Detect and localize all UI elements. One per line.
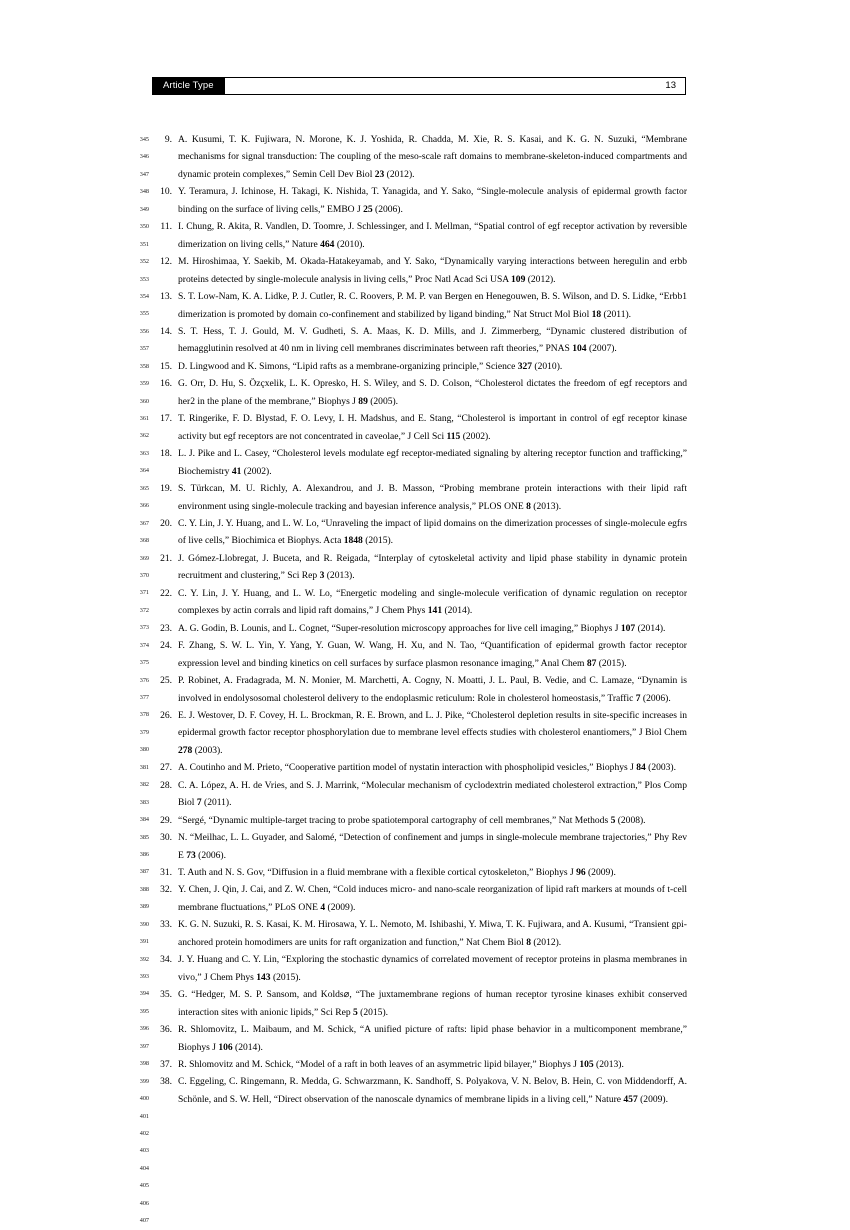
line-number: 359 — [139, 380, 149, 388]
reference-item — [152, 550, 687, 585]
line-number: 379 — [139, 728, 149, 736]
line-number: 356 — [139, 327, 149, 335]
reference-item — [152, 1056, 687, 1073]
line-number: 366 — [139, 502, 149, 510]
reference-number: 32. — [160, 884, 172, 896]
line-number: 355 — [139, 310, 149, 318]
line-number: 392 — [139, 955, 149, 963]
reference-text: M. Hiroshimaa, Y. Saekib, M. Okada-Hatakeyamab, and Y. Sako, “Dynamically varying interactions between heregulin and erbb proteins detected by single-molecule analysis in living cells,” Proc Natl Acad Sci USA 109 (2012). — [178, 256, 687, 285]
reference-item — [152, 585, 687, 620]
line-number: 407 — [139, 1217, 149, 1225]
reference-item — [152, 131, 687, 183]
reference-number: 20. — [160, 517, 172, 529]
reference-number: 25. — [160, 675, 172, 687]
reference-text: G. Orr, D. Hu, S. Özçxelik, L. K. Opresko, H. S. Wiley, and S. D. Colson, “Cholesterol dictates the freedom of egf receptors and her2 in the plane of the membrane,” Biophys J 89 (2005). — [178, 378, 687, 407]
reference-number: 31. — [160, 867, 172, 879]
line-number: 402 — [139, 1129, 149, 1137]
header-spacer — [225, 78, 666, 94]
page-number: 13 — [665, 80, 676, 91]
reference-number: 33. — [160, 919, 172, 931]
reference-number: 13. — [160, 291, 172, 303]
line-number: 398 — [139, 1060, 149, 1068]
reference-text: A. G. Godin, B. Lounis, and L. Cognet, “Super-resolution microscopy approaches for live cell imaging,” Biophys J 107 (2014). — [178, 622, 666, 634]
reference-text: J. Y. Huang and C. Y. Lin, “Exploring the stochastic dynamics of correlated movement of receptor proteins in plasma membranes in vivo,” J Chem Phys 143 (2015). — [178, 954, 687, 983]
line-number: 381 — [139, 763, 149, 771]
reference-number: 19. — [160, 483, 172, 495]
reference-number: 24. — [160, 640, 172, 652]
line-number: 403 — [139, 1147, 149, 1155]
reference-item — [152, 881, 687, 916]
reference-number: 10. — [160, 186, 172, 198]
line-number: 382 — [139, 781, 149, 789]
line-number: 374 — [139, 641, 149, 649]
running-header — [152, 77, 686, 95]
reference-text: J. Gómez-Llobregat, J. Buceta, and R. Reigada, “Interplay of cytoskeletal activity and lipid phase stability in dynamic protein recruitment and clustering,” Sci Rep 3 (2013). — [178, 552, 687, 582]
reference-text: K. G. N. Suzuki, R. S. Kasai, K. M. Hirosawa, Y. L. Nemoto, M. Ishibashi, Y. Miwa, T. K. Fujiwara, and A. Kusumi, “Transient gpi-anchored protein homodimers are units for raft organization and function,” Nat Chem Biol 8 (2012). — [178, 919, 687, 948]
reference-text: Y. Chen, J. Qin, J. Cai, and Z. W. Chen, “Cold induces micro- and nano-scale reorganization of lipid raft markers at mounds of t-cell membrane fluctuations,” PLoS ONE 4 (2009). — [178, 884, 687, 913]
reference-text: T. Auth and N. S. Gov, “Diffusion in a fluid membrane with a flexible cortical cytoskeleton,” Biophys J 96 (2009). — [178, 867, 616, 879]
reference-number: 38. — [160, 1076, 172, 1088]
line-number: 370 — [139, 571, 149, 579]
line-number: 348 — [139, 188, 149, 196]
reference-item — [152, 375, 687, 410]
line-number: 357 — [139, 345, 149, 353]
reference-number: 16. — [160, 378, 172, 390]
reference-item — [152, 218, 687, 253]
reference-number: 9. — [164, 134, 172, 145]
reference-text: C. Y. Lin, J. Y. Huang, and L. W. Lo, “Energetic modeling and single-molecule verification of dynamic regulation on receptor complexes by actin corrals and lipid raft domains,” J Chem Phys 141 (2014). — [178, 587, 687, 617]
reference-text: R. Shlomovitz, L. Maibaum, and M. Schick, “A unified picture of rafts: lipid phase behavior in a multicomponent membrane,” Biophys J 106 (2014). — [178, 1024, 687, 1053]
reference-item — [152, 864, 687, 881]
line-number: 389 — [139, 903, 149, 911]
reference-text: E. J. Westover, D. F. Covey, H. L. Brockman, R. E. Brown, and L. J. Pike, “Cholesterol depletion results in site-specific increases in epidermal growth factor receptor phosphorylation due to membrane level effects studies with cholesterol enantiomers,” J Biol Chem 278 (2003). — [178, 709, 687, 756]
line-number: 391 — [139, 938, 149, 946]
line-number: 388 — [139, 885, 149, 893]
reference-item — [152, 183, 687, 218]
line-number: 404 — [139, 1164, 149, 1172]
reference-item — [152, 986, 687, 1021]
reference-text: I. Chung, R. Akita, R. Vandlen, D. Toomre, J. Schlessinger, and I. Mellman, “Spatial control of egf receptor activation by reversible dimerization on living cells,” Nature 464 (2010). — [178, 221, 687, 250]
reference-text: S. T. Low-Nam, K. A. Lidke, P. J. Cutler, R. C. Roovers, P. M. P. van Bergen en Henegouwen, B. S. Wilson, and D. S. Lidke, “Erbb1 dimerization is promoted by domain co-confinement and stabilized by ligand binding,” Nat Struct Mol Biol 18 (2011). — [178, 291, 687, 320]
line-number: 397 — [139, 1042, 149, 1050]
line-number: 400 — [139, 1095, 149, 1103]
line-number: 353 — [139, 275, 149, 283]
reference-text: C. Y. Lin, J. Y. Huang, and L. W. Lo, “Unraveling the impact of lipid domains on the dimerization processes of single-molecule egfrs of live cells,” Biochimica et Biophys. Acta 1848 (2015). — [178, 517, 687, 547]
reference-number: 15. — [160, 360, 172, 372]
reference-item — [152, 515, 687, 550]
reference-number: 23. — [160, 622, 172, 634]
reference-item — [152, 812, 687, 829]
reference-number: 26. — [160, 709, 172, 721]
reference-item — [152, 829, 687, 864]
line-number: 346 — [139, 153, 149, 161]
reference-number: 30. — [160, 832, 172, 844]
line-number: 373 — [139, 624, 149, 632]
reference-text: F. Zhang, S. W. L. Yin, Y. Yang, Y. Guan, W. Wang, H. Xu, and N. Tao, “Quantification of epidermal growth factor receptor expression level and binding kinetics on cell surfaces by surface plasmon resonance imaging,” Anal Chem 87 (2015). — [178, 640, 687, 669]
reference-number: 18. — [160, 448, 172, 460]
line-number: 354 — [139, 292, 149, 300]
reference-number: 21. — [160, 552, 172, 564]
reference-text: G. “Hedger, M. S. P. Sansom, and Kolds⌀, “The juxtamembrane regions of human receptor tyrosine kinases exhibit conserved interaction sites with anionic lipids,” Sci Rep 5 (2015). — [178, 989, 687, 1018]
line-number: 371 — [139, 589, 149, 597]
reference-number: 35. — [160, 989, 172, 1001]
article-type-badge: Article Type — [153, 78, 225, 94]
reference-text: T. Ringerike, F. D. Blystad, F. O. Levy, I. H. Madshus, and E. Stang, “Cholesterol is important in control of egf receptor kinase activity but egf receptors are not concentrated in caveolae,” J Cell Sci 115 (2002). — [178, 413, 687, 442]
line-number: 360 — [139, 397, 149, 405]
reference-number: 37. — [160, 1059, 172, 1071]
reference-item — [152, 759, 687, 776]
line-number: 361 — [139, 415, 149, 422]
reference-text: “Sergé, “Dynamic multiple-target tracing to probe spatiotemporal cartography of cell membranes,” Nat Methods 5 (2008). — [178, 814, 646, 826]
reference-item — [152, 1073, 687, 1108]
line-number: 399 — [139, 1077, 149, 1085]
reference-item — [152, 480, 687, 515]
line-number: 385 — [139, 833, 149, 841]
line-number: 378 — [139, 711, 149, 719]
line-number: 383 — [139, 798, 149, 806]
line-number: 377 — [139, 694, 149, 701]
line-number: 406 — [139, 1199, 149, 1207]
reference-text: S. Türkcan, M. U. Richly, A. Alexandrou, and J. B. Masson, “Probing membrane protein interactions with their lipid raft environment using single-molecule tracking and bayesian inference analysis,” PLOS ONE 8 (2013). — [178, 483, 687, 512]
line-number: 347 — [139, 170, 149, 178]
reference-number: 29. — [160, 814, 172, 826]
reference-item — [152, 951, 687, 986]
reference-number: 17. — [160, 413, 172, 425]
reference-text: C. Eggeling, C. Ringemann, R. Medda, G. Schwarzmann, K. Sandhoff, S. Polyakova, V. N. Belov, B. Hein, C. von Middendorff, A. Schönle, and S. W. Hell, “Direct observation of the nanoscale dynamics of membrane lipids in a living cell,” Nature 457 (2009). — [178, 1076, 687, 1105]
line-number: 401 — [139, 1112, 149, 1120]
reference-item — [152, 777, 687, 812]
reference-item — [152, 445, 687, 480]
reference-item — [152, 288, 687, 323]
reference-item — [152, 916, 687, 951]
reference-item — [152, 707, 687, 759]
line-number: 368 — [139, 537, 149, 545]
reference-text: R. Shlomovitz and M. Schick, “Model of a raft in both leaves of an asymmetric lipid bilayer,” Biophys J 105 (2013). — [178, 1059, 624, 1071]
line-number: 345 — [139, 136, 149, 143]
line-number: 350 — [139, 223, 149, 231]
reference-text: Y. Teramura, J. Ichinose, H. Takagi, K. Nishida, T. Yanagida, and Y. Sako, “Single-molecule analysis of epidermal growth factor binding on the surface of living cells,” EMBO J 25 (2006). — [178, 186, 687, 215]
line-number: 375 — [139, 659, 149, 667]
line-number: 369 — [139, 554, 149, 562]
line-number: 363 — [139, 449, 149, 457]
line-number: 405 — [139, 1182, 149, 1190]
reference-text: D. Lingwood and K. Simons, “Lipid rafts as a membrane-organizing principle,” Science 327 (2010). — [178, 360, 563, 372]
line-number: 380 — [139, 746, 149, 754]
line-number: 352 — [139, 258, 149, 266]
reference-text: N. “Meilhac, L. L. Guyader, and Salomé, “Detection of confinement and jumps in single-molecule membrane trajectories,” Phy Rev E 73 (2006). — [178, 832, 687, 861]
reference-number: 28. — [160, 779, 172, 791]
reference-number: 27. — [160, 762, 172, 774]
reference-text: P. Robinet, A. Fradagrada, M. N. Monier, M. Marchetti, A. Cogny, N. Moatti, J. L. Paul, B. Vedie, and C. Lamaze, “Dynamin is involved in endolysosomal cholesterol delivery to the endoplasmic reticulum: Role in cholesterol homeostasis,” Traffic 7 (2006). — [178, 675, 687, 704]
reference-list — [152, 131, 687, 1108]
reference-item — [152, 637, 687, 672]
line-number: 351 — [139, 240, 149, 248]
reference-number: 34. — [160, 954, 172, 966]
reference-item — [152, 672, 687, 707]
reference-number: 14. — [160, 325, 172, 337]
reference-text: A. Kusumi, T. K. Fujiwara, N. Morone, K. J. Yoshida, R. Chadda, M. Xie, R. S. Kasai, and K. G. N. Suzuki, “Membrane mechanisms for signal transduction: The coupling of the meso-scale raft domains to membrane-skeleton-induced compartments and dynamic protein complexes,” Semin Cell Dev Biol 23 (2012). — [178, 134, 687, 180]
reference-item — [152, 1021, 687, 1056]
line-number: 358 — [139, 362, 149, 370]
line-number: 376 — [139, 676, 149, 684]
reference-text: A. Coutinho and M. Prieto, “Cooperative partition model of nystatin interaction with phospholipid vesicles,” Biophys J 84 (2003). — [178, 762, 676, 774]
line-number-column — [130, 131, 149, 1230]
reference-number: 22. — [160, 587, 172, 599]
line-number: 372 — [139, 606, 149, 614]
line-number: 387 — [139, 868, 149, 876]
reference-number: 36. — [160, 1024, 172, 1036]
line-number: 393 — [139, 973, 149, 980]
line-number: 349 — [139, 205, 149, 213]
line-number: 395 — [139, 1007, 149, 1015]
reference-item — [152, 620, 687, 637]
line-number: 367 — [139, 519, 149, 527]
reference-item — [152, 253, 687, 288]
reference-text: S. T. Hess, T. J. Gould, M. V. Gudheti, S. A. Maas, K. D. Mills, and J. Zimmerberg, “Dynamic clustered distribution of hemagglutinin resolved at 40 nm in living cell membranes discriminates between raft theories,” PNAS 104 (2007). — [178, 325, 687, 355]
line-number: 362 — [139, 432, 149, 440]
reference-text: C. A. López, A. H. de Vries, and S. J. Marrink, “Molecular mechanism of cyclodextrin mediated cholesterol extraction,” Plos Comp Biol 7 (2011). — [178, 779, 687, 809]
line-number: 396 — [139, 1025, 149, 1033]
line-number: 364 — [139, 467, 149, 475]
line-number: 365 — [139, 484, 149, 492]
line-number: 386 — [139, 850, 149, 858]
line-number: 384 — [139, 816, 149, 824]
reference-number: 11. — [160, 221, 172, 233]
reference-item — [152, 323, 687, 358]
reference-item — [152, 358, 687, 375]
reference-item — [152, 410, 687, 445]
line-number: 394 — [139, 990, 149, 998]
reference-text: L. J. Pike and L. Casey, “Cholesterol levels modulate egf receptor-mediated signaling by altering receptor function and trafficking,” Biochemistry 41 (2002). — [178, 448, 687, 477]
reference-number: 12. — [160, 256, 172, 268]
line-number: 390 — [139, 920, 149, 928]
